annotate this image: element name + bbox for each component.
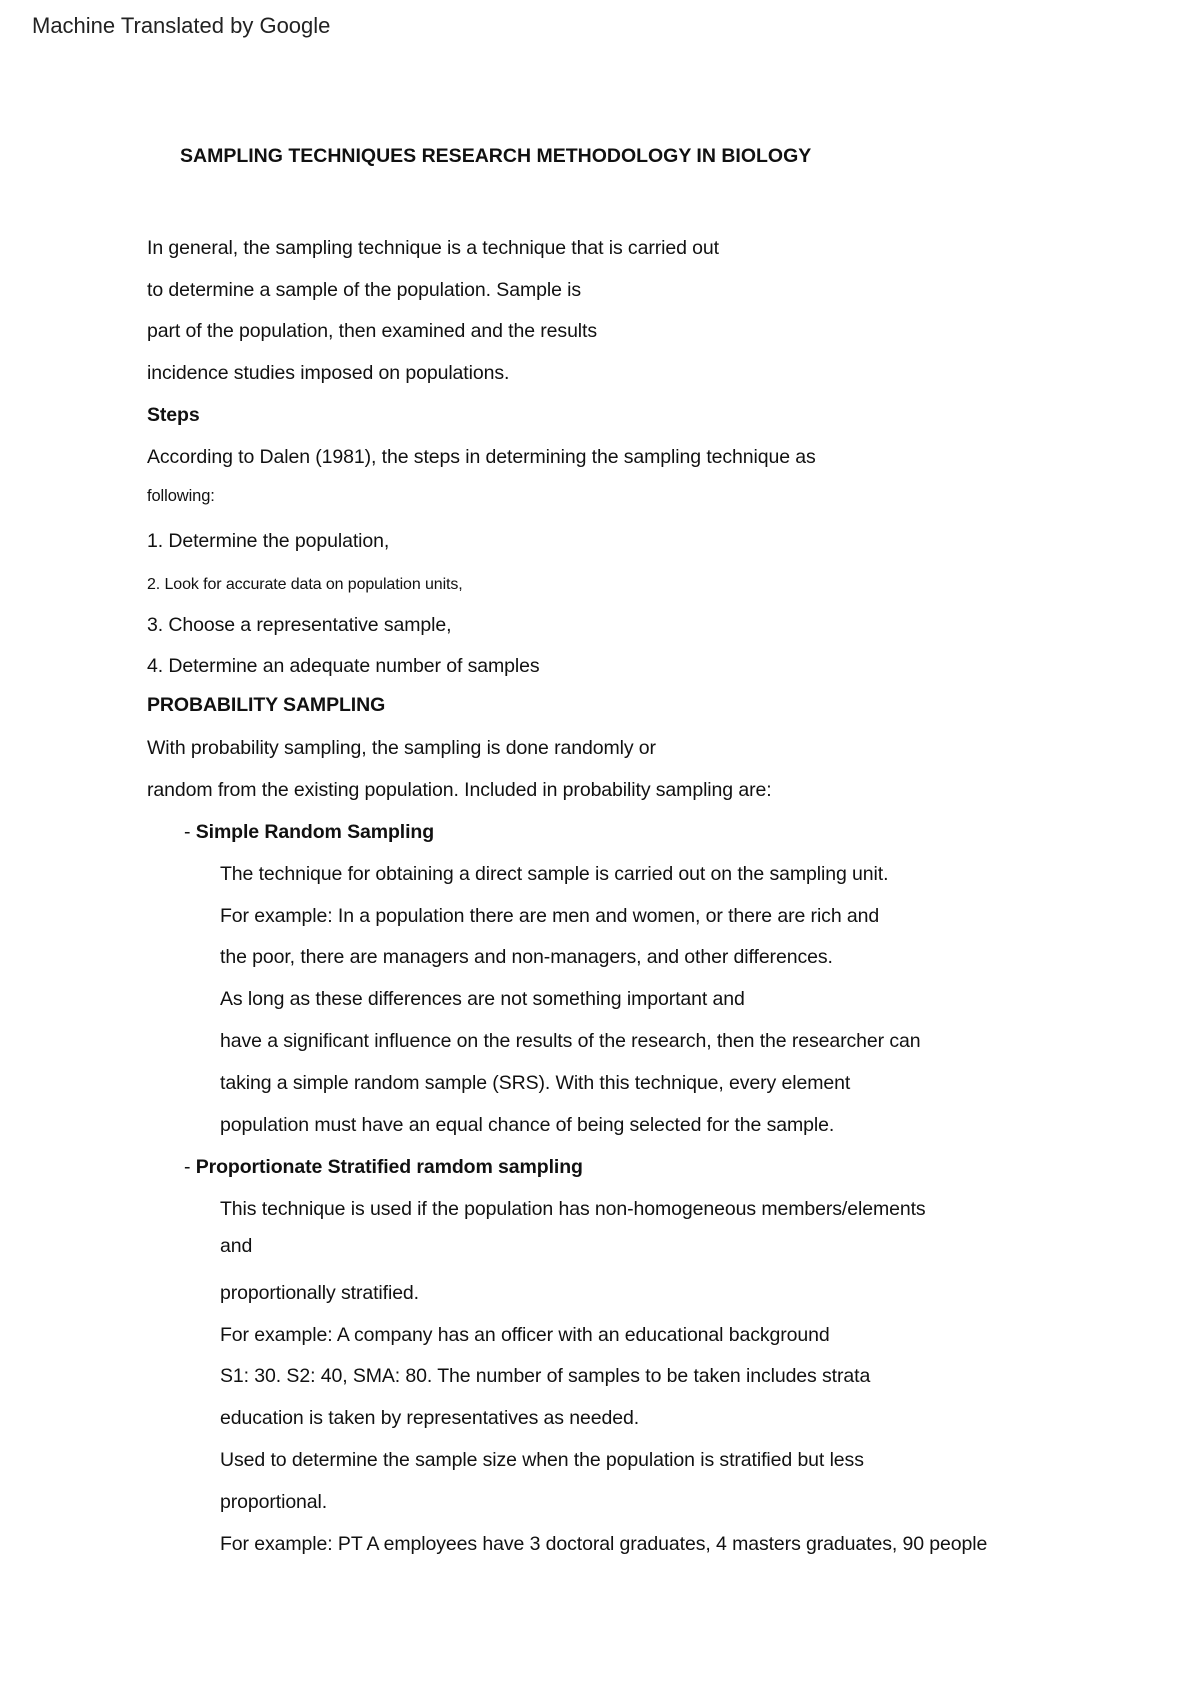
steps-item: 1. Determine the population, xyxy=(147,530,390,552)
stratified-heading: Proportionate Stratified ramdom sampling xyxy=(195,1156,583,1178)
stratified-line: proportional. xyxy=(220,1491,328,1513)
stratified-line: education is taken by representatives as needed. xyxy=(220,1407,640,1429)
srs-line: the poor, there are managers and non-managers, and other differences. xyxy=(220,946,833,968)
srs-heading: Simple Random Sampling xyxy=(195,821,435,843)
bullet-dash: - xyxy=(184,821,196,843)
srs-line: population must have an equal chance of being selected for the sample. xyxy=(220,1114,835,1136)
steps-heading: Steps xyxy=(147,404,200,426)
stratified-heading-row xyxy=(184,1155,583,1179)
document-title: SAMPLING TECHNIQUES RESEARCH METHODOLOGY IN BIOLOGY xyxy=(180,145,812,167)
stratified-line: and xyxy=(220,1235,253,1257)
stratified-line: For example: PT A employees have 3 doctoral graduates, 4 masters graduates, 90 people xyxy=(220,1533,988,1555)
steps-item: 3. Choose a representative sample, xyxy=(147,614,452,636)
machine-translation-note: Machine Translated by Google xyxy=(32,13,331,38)
srs-line: The technique for obtaining a direct sample is carried out on the sampling unit. xyxy=(220,863,889,885)
probability-line: With probability sampling, the sampling is done randomly or xyxy=(147,737,656,759)
stratified-line: For example: A company has an officer with an educational background xyxy=(220,1324,830,1346)
srs-line: For example: In a population there are men and women, or there are rich and xyxy=(220,905,880,927)
srs-line: have a significant influence on the results of the research, then the researcher can xyxy=(220,1030,921,1052)
probability-line: random from the existing population. Included in probability sampling are: xyxy=(147,779,772,801)
steps-item: 2. Look for accurate data on population units, xyxy=(147,576,463,593)
srs-line: taking a simple random sample (SRS). With this technique, every element xyxy=(220,1072,851,1094)
intro-line: to determine a sample of the population. Sample is xyxy=(147,279,582,301)
intro-line: incidence studies imposed on populations. xyxy=(147,362,510,384)
bullet-dash: - xyxy=(184,1156,196,1178)
intro-line: part of the population, then examined and the results xyxy=(147,320,598,342)
srs-heading-row xyxy=(184,820,434,844)
probability-heading: PROBABILITY SAMPLING xyxy=(147,694,386,716)
intro-line: In general, the sampling technique is a technique that is carried out xyxy=(147,237,719,259)
stratified-line: S1: 30. S2: 40, SMA: 80. The number of samples to be taken includes strata xyxy=(220,1365,871,1387)
steps-lead: following: xyxy=(147,487,215,505)
stratified-line: proportionally stratified. xyxy=(220,1282,419,1304)
stratified-line: Used to determine the sample size when the population is stratified but less xyxy=(220,1449,864,1471)
steps-lead: According to Dalen (1981), the steps in determining the sampling technique as xyxy=(147,446,816,468)
srs-line: As long as these differences are not something important and xyxy=(220,988,745,1010)
steps-item: 4. Determine an adequate number of samples xyxy=(147,655,540,677)
stratified-line: This technique is used if the population has non-homogeneous members/elements xyxy=(220,1198,926,1220)
